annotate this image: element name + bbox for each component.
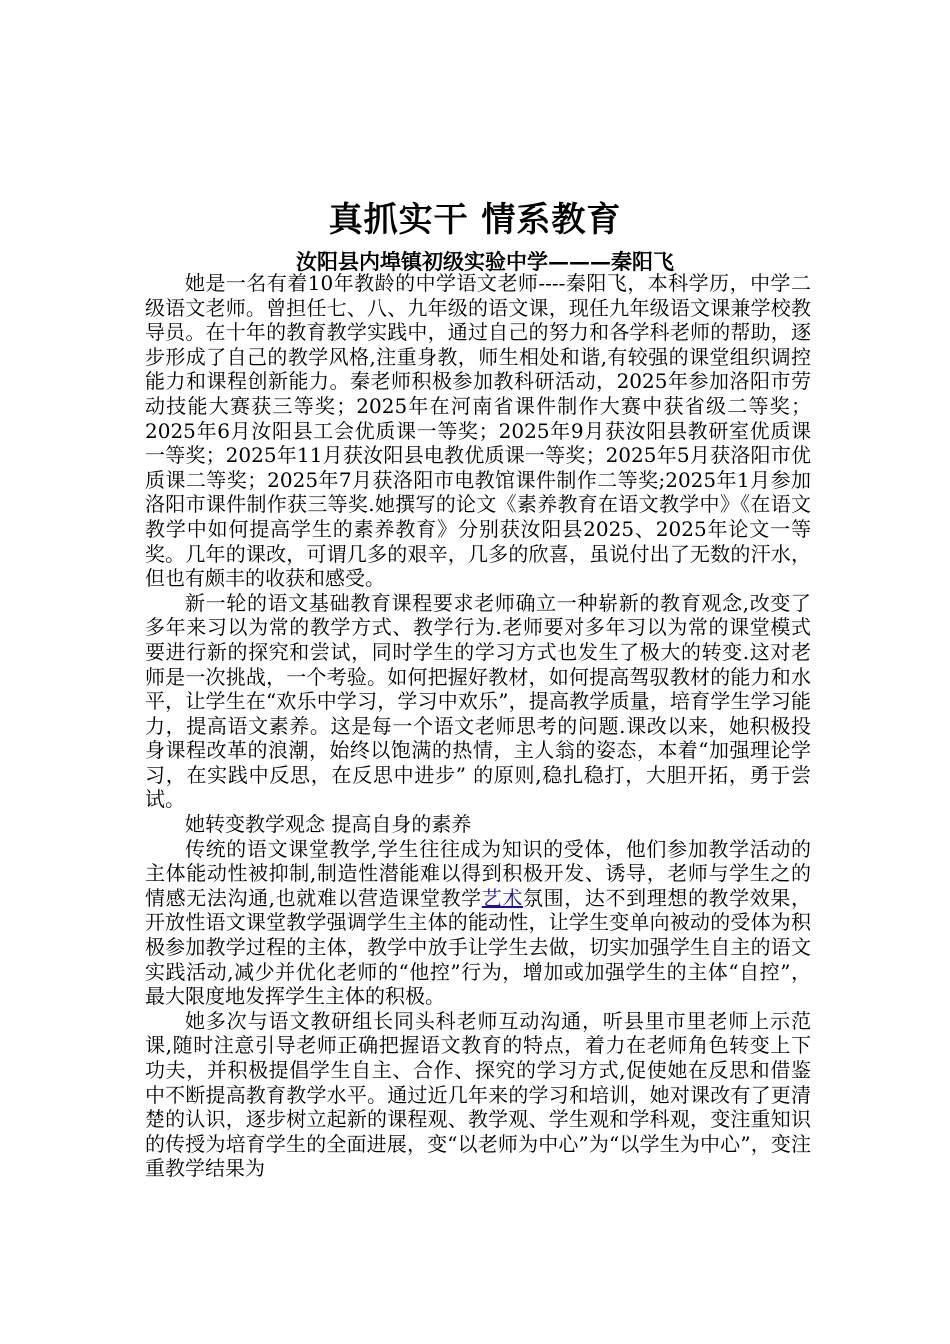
section-heading: 她转变教学观念 提高自身的素养 xyxy=(185,812,472,837)
document-subtitle: 汝阳县内埠镇初级实验中学———秦阳飞 xyxy=(296,249,674,274)
paragraph-traditional-teaching xyxy=(145,837,811,1009)
document-body xyxy=(145,271,811,1181)
paragraph-text-after-link: 氛围，达不到理想的教学效果，开放性语文课堂教学强调学生主体的能动性，让学生变单向被动的受体为积极参加教学过程的主体，教学中放手让学生去做，切实加强学生自主的语文实践活动,减少并优化老师的“他控”行为，增加或加强学生的主体“自控”，最大限度地发挥学生主体的积极。 xyxy=(145,885,812,1009)
art-link[interactable]: 艺术 xyxy=(481,885,524,910)
paragraph-curriculum-reform: 新一轮的语文基础教育课程要求老师确立一种崭新的教育观念,改变了多年来习以为常的教学方式、教学行为.老师要对多年习以为常的课堂模式要进行新的探究和尝试，同时学生的学习方式也发生了极大的转变.这对老师是一次挑战，一个考验。如何把握好教材，如何提高驾驭教材的能力和水平，让学生在“欢乐中学习，学习中欢乐”，提高教学质量，培育学生学习能力，提高语文素养。这是每一个语文老师思考的问题.课改以来，她积极投身课程改革的浪潮，始终以饱满的热情，主人翁的姿态，本着“加强理论学习，在实践中反思，在反思中进步” 的原则,稳扎稳打，大胆开拓，勇于尝试。 xyxy=(145,590,811,812)
document-title: 真抓实干 情系教育 xyxy=(328,200,622,240)
paragraph-text-before-link: 传统的语文课堂教学,学生往往成为知识的受体，他们参加教学活动的主体能动性被抑制,制造性潜能难以得到积极开发、诱导，老师与学生之的情感无法沟通,也就难以营造课堂教学 xyxy=(145,836,811,910)
paragraph-teacher-development: 她多次与语文教研组长同头科老师互动沟通，听县里市里老师上示范课,随时注意引导老师正确把握语文教育的特点，着力在老师角色转变上下功夫，并积极提倡学生自主、合作、探究的学习方式,促使她在反思和借鉴中不断提高教育教学水平。通过近几年来的学习和培训，她对课改有了更清楚的认识，逐步树立起新的课程观、教学观、学生观和学科观，变注重知识的传授为培育学生的全面进展，变“以老师为中心”为“以学生为中心”，变注重教学结果为 xyxy=(145,1008,811,1181)
paragraph-intro: 她是一名有着10年教龄的中学语文老师----秦阳飞，本科学历，中学二级语文老师。曾担任七、八、九年级的语文课，现任九年级语文课兼学校教导员。在十年的教育教学实践中，通过自己的努力和各学科老师的帮助，逐步形成了自己的教学风格,注重身教，师生相处和谐,有较强的课堂组织调控能力和课程创新能力。秦老师积极参加教科研活动，2025年参加洛阳市劳动技能大赛获三等奖；2025年在河南省课件制作大赛中获省级二等奖；2025年6月汝阳县工会优质课一等奖；2025年9月获汝阳县教研室优质课一等奖；2025年11月获汝阳县电教优质课一等奖；2025年5月获洛阳市优质课二等奖；2025年7月获洛阳市电教馆课件制作二等奖;2025年1月参加洛阳市课件制作获三等奖.她撰写的论文《素养教育在语文教学中》《在语文教学中如何提高学生的素养教育》分别获汝阳县2025、2025年论文一等奖。几年的课改，可谓几多的艰辛，几多的欣喜，虽说付出了无数的汗水，但也有颇丰的收获和感受。 xyxy=(145,271,811,591)
